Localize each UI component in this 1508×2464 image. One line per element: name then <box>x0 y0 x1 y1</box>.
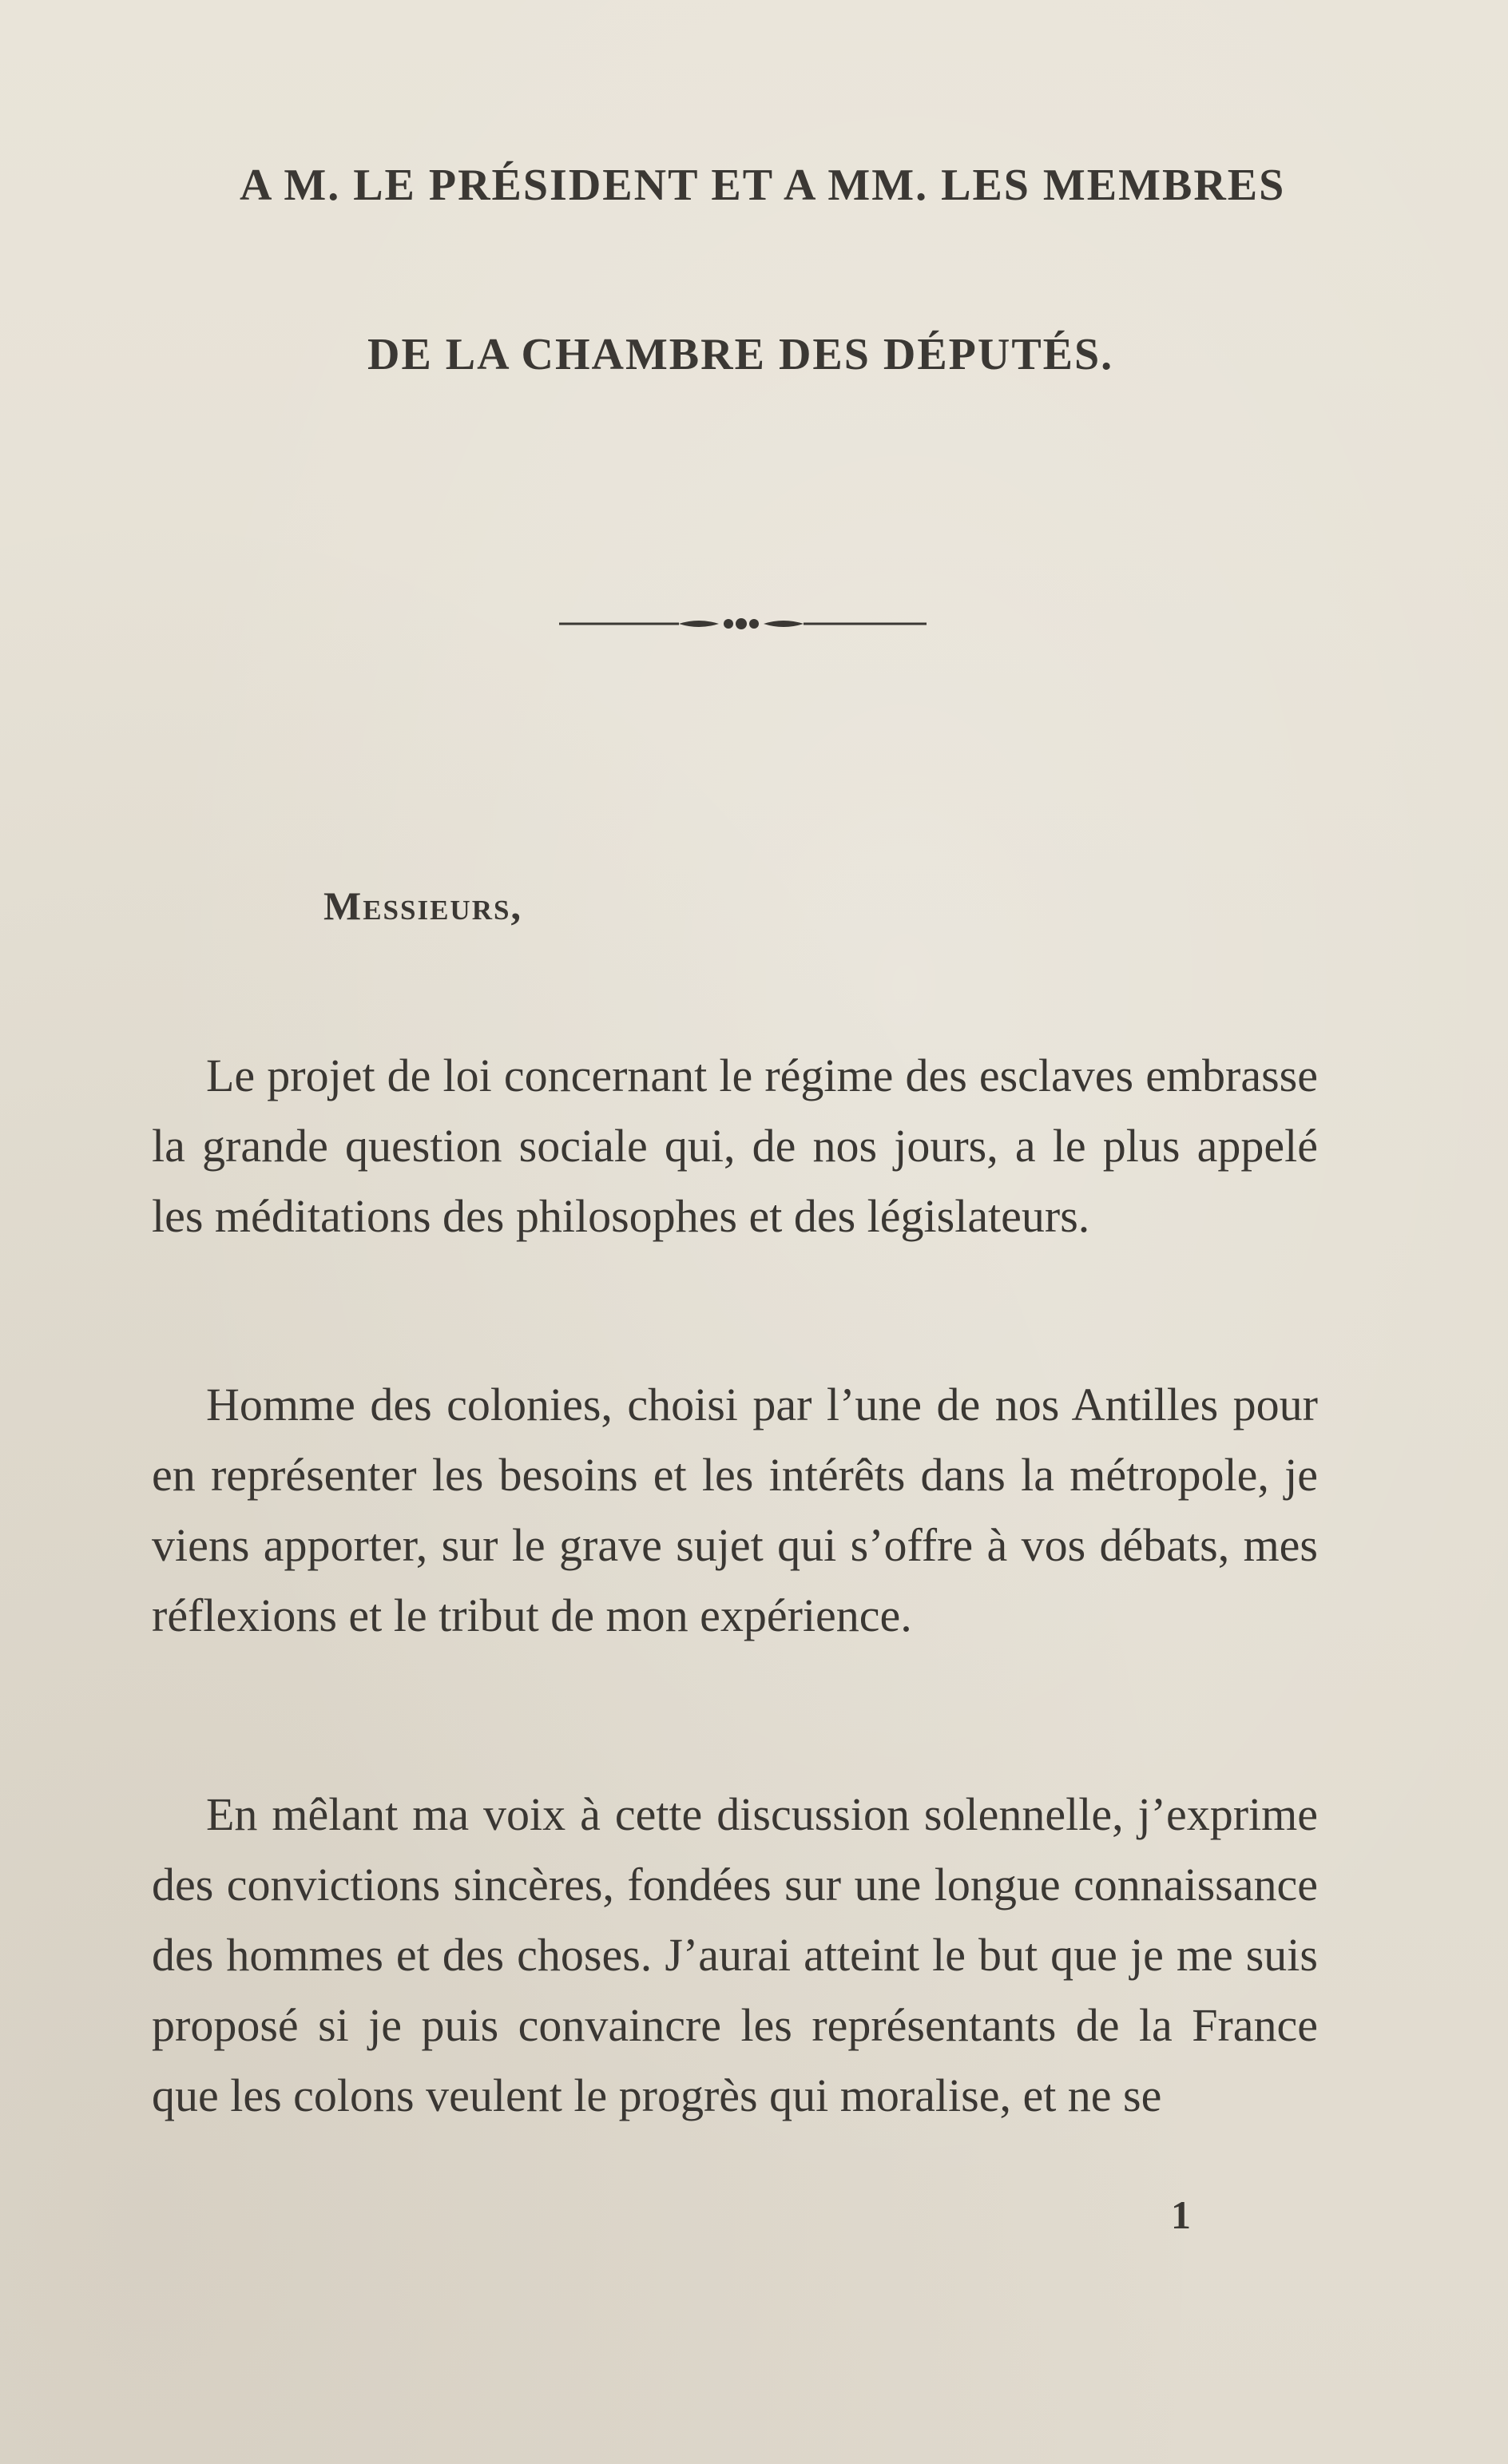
paragraph-text: Homme des colonies, choisi par l’une de nos Antilles pour en représenter les besoins et les intérêts dans la métropole, je viens apporter, sur le grave sujet qui s’offre à vos débats, mes réflexions et le tribut de mon expérience. <box>152 1379 1318 1641</box>
paragraph-text: En mêlant ma voix à cette discussion solennelle, j’exprime des convictions sincères, fondées sur une longue connaissance des hommes et des choses. J’aurai atteint le but que je me suis proposé si je puis convaincre les représentants de la France que les colons veulent le progrès qui moralise, et ne se <box>152 1788 1318 2121</box>
heading-line-2: DE LA CHAMBRE DES DÉPUTÉS. <box>367 330 1114 379</box>
paragraph-2 <box>152 1370 1318 1651</box>
salutation: Messieurs, <box>323 883 522 928</box>
heading-line-1: A M. LE PRÉSIDENT ET A MM. LES MEMBRES <box>240 161 1286 210</box>
paragraph-3 <box>152 1780 1318 2131</box>
paragraph-text: Le projet de loi concernant le régime des esclaves embrasse la grande question sociale qui, de nos jours, a le plus appelé les méditations des philosophes et des législateurs. <box>152 1049 1318 1242</box>
ornament-divider-icon <box>559 615 927 633</box>
paragraph-1 <box>152 1041 1318 1252</box>
page-number: 1 <box>1171 2192 1191 2237</box>
